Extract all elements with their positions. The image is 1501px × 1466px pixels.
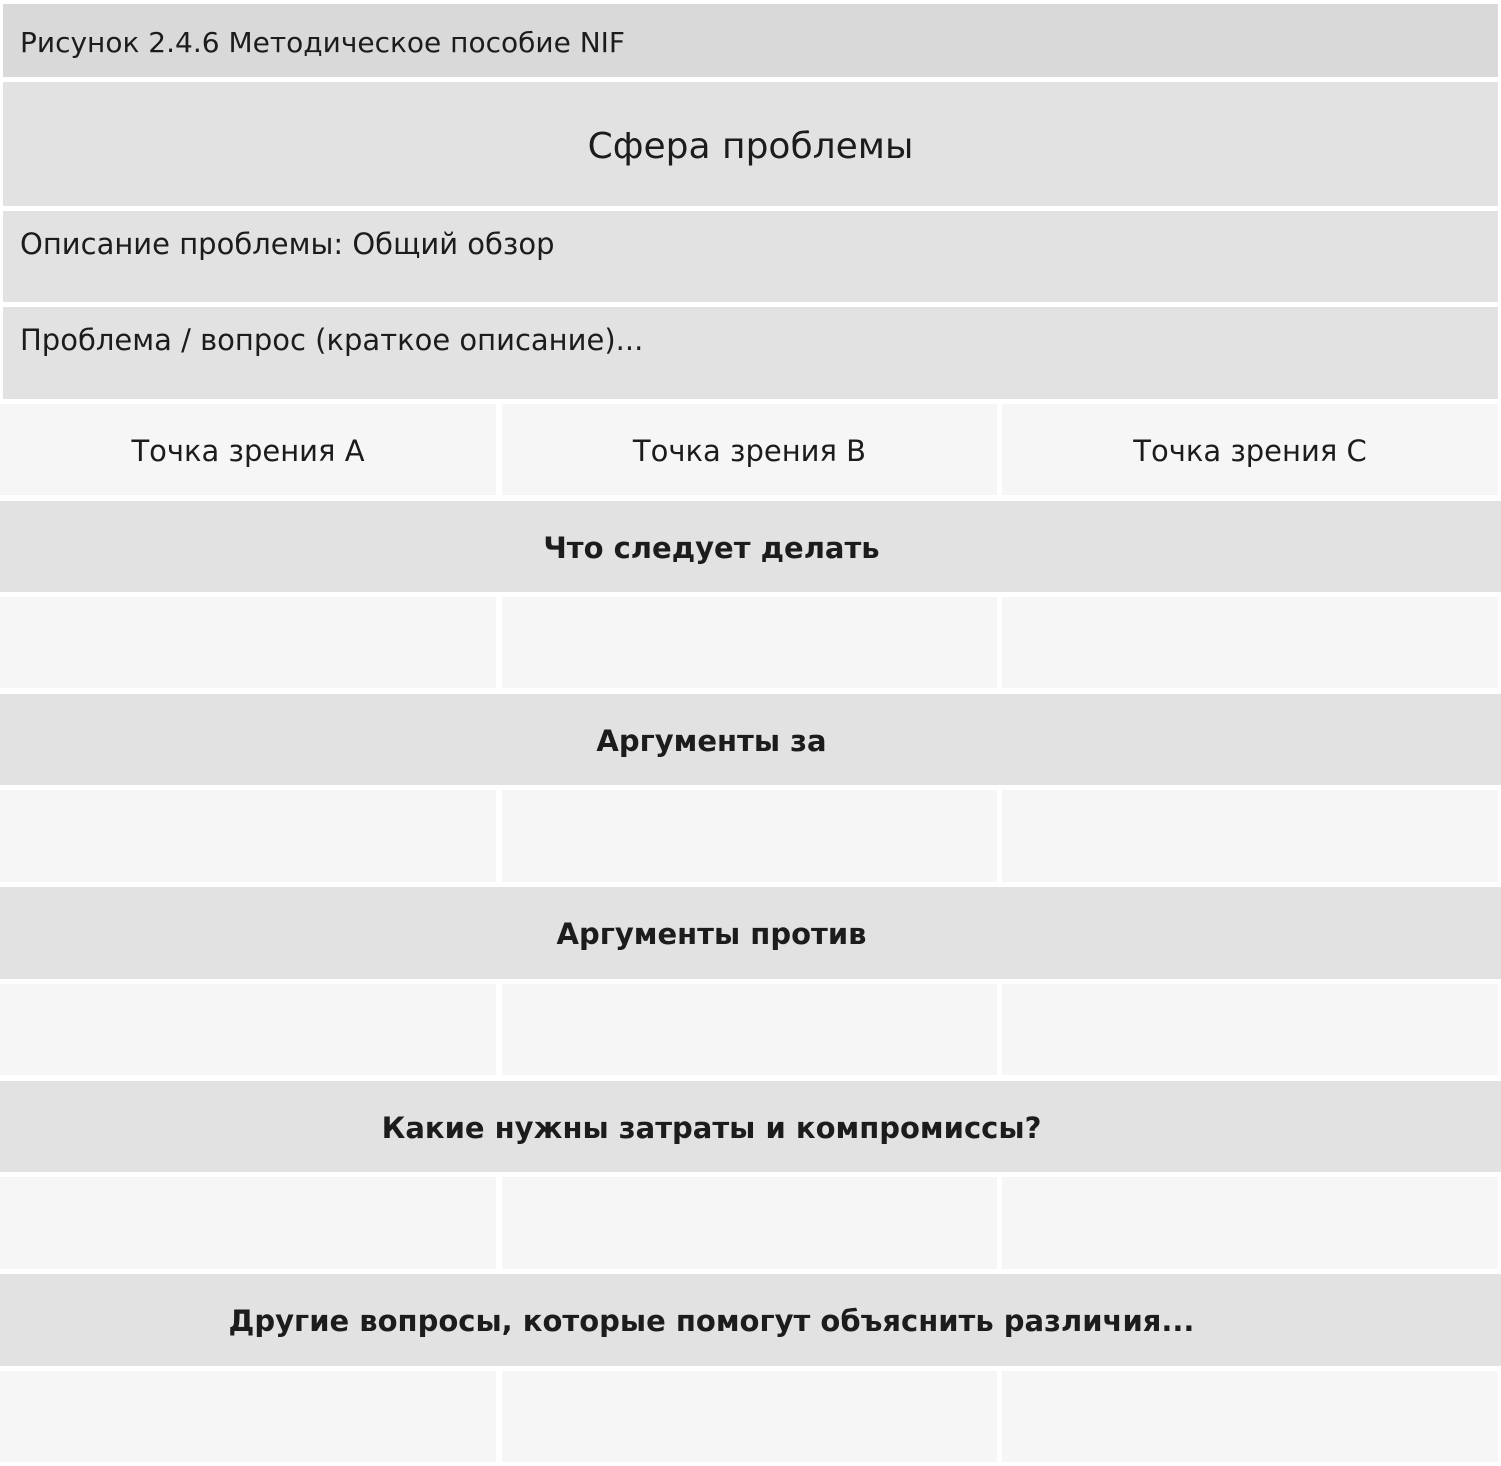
section-what-to-do xyxy=(0,501,1501,592)
cell-c[interactable] xyxy=(1002,984,1498,1075)
cell-c[interactable] xyxy=(1002,1177,1498,1269)
section-heading: Аргументы против xyxy=(556,917,867,951)
section-what-to-do-cells xyxy=(0,597,1501,688)
viewpoint-a-cell xyxy=(0,404,496,495)
section-arguments-against-cells xyxy=(0,984,1501,1075)
sphere-title: Сфера проблемы xyxy=(587,126,914,167)
cell-a[interactable] xyxy=(0,597,496,688)
overview-label: Описание проблемы: Общий обзор xyxy=(20,227,555,261)
section-other-questions-cells xyxy=(0,1371,1501,1462)
cell-b[interactable] xyxy=(502,1371,997,1462)
viewpoint-b-cell xyxy=(502,404,997,495)
section-heading: Аргументы за xyxy=(596,724,827,758)
cell-c[interactable] xyxy=(1002,790,1498,882)
section-arguments-for-cells xyxy=(0,790,1501,882)
viewpoint-c-cell xyxy=(1002,404,1498,495)
figure-caption-text: Рисунок 2.4.6 Методическое пособие NIF xyxy=(20,26,626,59)
section-heading: Какие нужны затраты и компромиссы? xyxy=(381,1111,1042,1145)
sphere-title-banner xyxy=(3,82,1498,206)
cell-a[interactable] xyxy=(0,1371,496,1462)
cell-a[interactable] xyxy=(0,790,496,882)
cell-b[interactable] xyxy=(502,790,997,882)
issue-label: Проблема / вопрос (краткое описание)... xyxy=(20,323,644,357)
section-arguments-against xyxy=(0,887,1501,979)
cell-a[interactable] xyxy=(0,1177,496,1269)
section-arguments-for xyxy=(0,694,1501,785)
section-other-questions xyxy=(0,1274,1501,1366)
overview-row xyxy=(3,211,1498,302)
viewpoint-c-label: Точка зрения C xyxy=(1133,434,1367,468)
cell-c[interactable] xyxy=(1002,1371,1498,1462)
cell-a[interactable] xyxy=(0,984,496,1075)
section-costs-tradeoffs-cells xyxy=(0,1177,1501,1269)
viewpoint-b-label: Точка зрения B xyxy=(632,434,867,468)
cell-b[interactable] xyxy=(502,597,997,688)
viewpoint-a-label: Точка зрения A xyxy=(131,434,365,468)
figure-caption xyxy=(3,4,1498,77)
cell-c[interactable] xyxy=(1002,597,1498,688)
section-costs-tradeoffs xyxy=(0,1081,1501,1172)
issue-row xyxy=(3,307,1498,399)
section-heading: Что следует делать xyxy=(543,531,880,565)
cell-b[interactable] xyxy=(502,984,997,1075)
section-heading: Другие вопросы, которые помогут объяснить различия... xyxy=(228,1304,1195,1338)
viewpoints-row xyxy=(0,404,1501,495)
cell-b[interactable] xyxy=(502,1177,997,1269)
